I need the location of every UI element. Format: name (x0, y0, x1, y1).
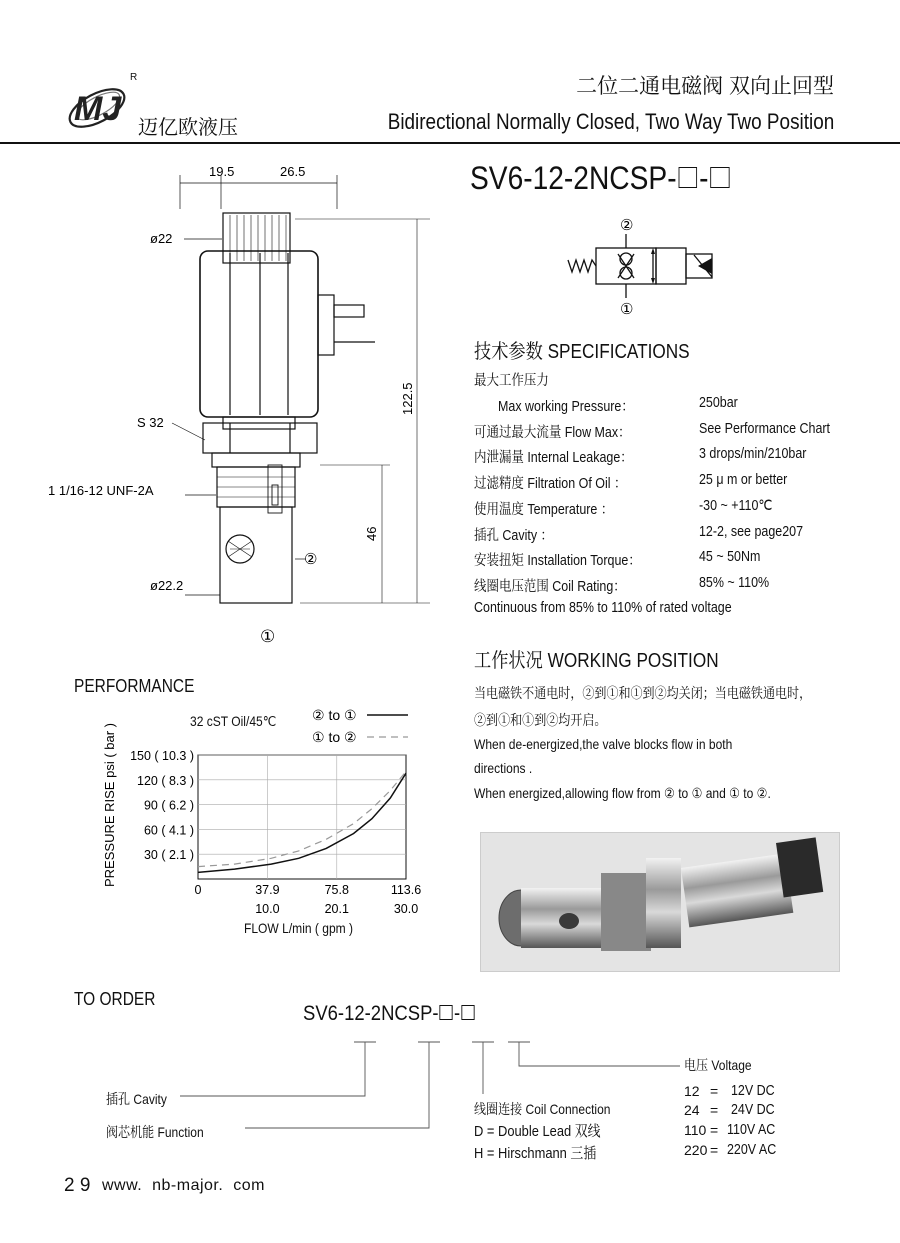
working-line: ②到①和①到②均开启。 (474, 712, 607, 728)
option-box (710, 167, 729, 189)
spec-label: 内泄漏量 Internal Leakage： (474, 450, 633, 466)
voltage-code: 220 (684, 1142, 708, 1158)
spec-label: Max working Pressure： (498, 399, 634, 415)
order-model-prefix: SV6-12-2NCSP- (303, 1002, 439, 1025)
voltage-value: 24V DC (731, 1102, 775, 1118)
y-tick-label: 60 ( 4.1 ) (143, 823, 194, 838)
hydraulic-symbol (560, 210, 720, 320)
series-line (198, 773, 406, 872)
registered-mark: R (130, 72, 138, 83)
y-tick-label: 120 ( 8.3 ) (137, 773, 194, 788)
dim-d222: ø22.2 (150, 578, 184, 593)
order-voltage-title: 电压 Voltage (684, 1057, 752, 1073)
legend-solid-label: ② to ① (312, 707, 357, 723)
spec-value: 250bar (699, 395, 738, 411)
y-axis-label: PRESSURE RISE psi ( bar ) (102, 723, 117, 887)
specs-heading: 技术参数 SPECIFICATIONS (474, 341, 690, 363)
x-tick-label-gpm: 30.0 (393, 902, 419, 916)
dim-lower-height: 46 (364, 526, 379, 541)
performance-chart (90, 700, 440, 940)
dim-d22: ø22 (150, 231, 173, 246)
order-heading: TO ORDER (74, 989, 156, 1009)
spec-label: 可通过最大流量 Flow Max： (474, 425, 631, 441)
legend-dashed-label: ① to ② (312, 729, 357, 745)
voltage-value: 220V AC (727, 1142, 777, 1158)
spec-value: 25 μ m or better (699, 472, 788, 488)
spec-label: 使用温度 Temperature ： (474, 502, 614, 518)
order-function: 阀芯机能 Function (106, 1124, 204, 1140)
brand-name: 迈亿欧液压 (138, 117, 238, 139)
dim-total-height: 122.5 (400, 382, 415, 415)
valve-drawing (40, 155, 460, 655)
voltage-code: 24 (684, 1102, 700, 1118)
symbol-port1: ① (620, 301, 634, 318)
x-tick-label-gpm: 10.0 (255, 902, 280, 916)
symbol-port2: ② (620, 217, 634, 234)
order-coil-option: D = Double Lead 双线 (474, 1123, 601, 1140)
working-heading: 工作状况 WORKING POSITION (474, 650, 719, 672)
spec-value: 45 ~ 50Nm (699, 549, 761, 565)
spec-value: 12-2, see page207 (699, 524, 804, 540)
title-cn: 二位二通电磁阀 双向止回型 (576, 75, 834, 98)
spec-label: 安装扭矩 Installation Torque： (474, 553, 641, 569)
voltage-value: 12V DC (731, 1083, 775, 1099)
voltage-code: 110 (684, 1122, 707, 1138)
voltage-eq: = (710, 1102, 719, 1118)
voltage-code: 12 (684, 1083, 700, 1099)
spec-value: 85% ~ 110% (699, 575, 770, 591)
spec-label: 过滤精度 Filtration Of Oil ： (474, 476, 627, 492)
order-model-sep: - (453, 1002, 461, 1025)
footer-url: www. nb-major. com (102, 1177, 265, 1194)
voltage-eq: = (710, 1083, 719, 1099)
x-tick-label-gpm: 20.1 (324, 902, 349, 916)
spec-label: 插孔 Cavity ： (474, 528, 553, 544)
order-cavity: 插孔 Cavity (106, 1091, 167, 1107)
brand-logo (64, 76, 136, 138)
working-line: directions . (474, 760, 533, 776)
performance-heading: PERFORMANCE (74, 676, 195, 696)
dim-top-left: 19.5 (209, 164, 235, 179)
x-axis-label: FLOW L/min ( gpm ) (244, 920, 354, 936)
logo-letters: MJ (74, 90, 122, 128)
order-coil-option: H = Hirschmann 三插 (474, 1145, 597, 1162)
voltage-eq: = (710, 1142, 719, 1158)
spec-label: 线圈电压范围 Coil Rating： (474, 579, 626, 595)
product-photo (480, 832, 840, 972)
voltage-value: 110V AC (727, 1122, 776, 1138)
voltage-eq: = (710, 1122, 719, 1138)
spec-value: See Performance Chart (699, 421, 831, 437)
drawing-port1: ① (260, 627, 276, 646)
y-tick-label: 90 ( 6.2 ) (143, 798, 194, 813)
x-tick-label: 75.8 (324, 883, 349, 897)
title-en: Bidirectional Normally Closed, Two Way Two Position (387, 109, 834, 134)
option-box (678, 167, 697, 189)
spec-label: 最大工作压力 (474, 373, 549, 389)
y-tick-label: 150 ( 10.3 ) (130, 749, 194, 763)
order-coil-title: 线圈连接 Coil Connection (474, 1101, 611, 1117)
header-rule (0, 142, 900, 144)
dim-top-right: 26.5 (280, 164, 306, 179)
x-tick-label: 113.6 (390, 883, 422, 897)
footer-page: 2 9 (64, 1175, 91, 1196)
dim-s32: S 32 (137, 415, 164, 430)
dim-thread: 1 1/16-12 UNF-2A (48, 483, 154, 498)
x-tick-label: 37.9 (255, 883, 280, 897)
option-box (461, 1005, 474, 1020)
model-sep: - (699, 160, 709, 196)
y-tick-label: 30 ( 2.1 ) (143, 848, 194, 863)
working-line: When de-energized,the valve blocks flow in both (474, 736, 733, 752)
working-line: When energized,allowing flow from ② to ① and ① to ②. (474, 785, 771, 801)
option-box (440, 1005, 453, 1020)
model-prefix: SV6-12-2NCSP- (470, 160, 677, 196)
drawing-port2: ② (304, 551, 318, 568)
x-tick-label: 0 (194, 883, 202, 897)
model-title (470, 160, 731, 197)
performance-oil: 32 cST Oil/45℃ (190, 713, 277, 729)
series-line (198, 772, 406, 867)
working-line: 当电磁铁不通电时，②到①和①到②均关闭；当电磁铁通电时， (474, 685, 812, 701)
spec-note: Continuous from 85% to 110% of rated voltage (474, 600, 732, 616)
spec-value: -30 ~ +110℃ (699, 498, 773, 514)
spec-value: 3 drops/min/210bar (699, 446, 807, 462)
order-model (303, 1002, 476, 1026)
